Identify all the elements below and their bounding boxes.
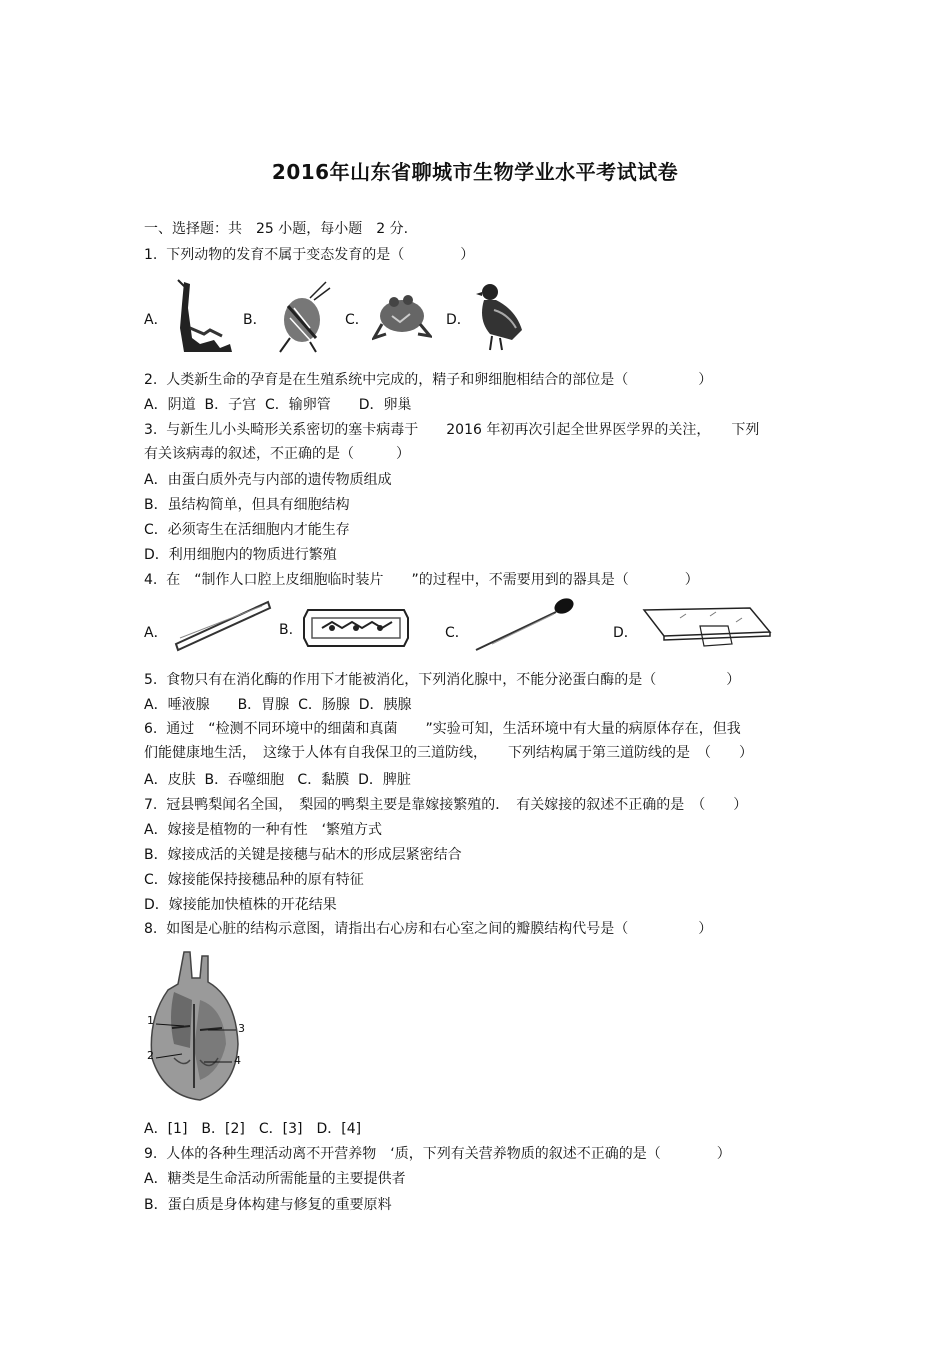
grasshopper-icon <box>270 278 334 354</box>
q6-options: A．皮肤 B．吞噬细胞 C．黏膜 D．脾脏 <box>144 772 411 788</box>
q1-option-a-label: A． <box>144 312 168 328</box>
q6-stem-line-2: 们能健康地生活， 这缘于人体有自我保卫的三道防线， 下列结构属于第三道防线的是 （ ） <box>144 745 753 761</box>
q8-stem: 8. 如图是心脏的结构示意图，请指出右心房和右心室之间的瓣膜结构代号是（ ） <box>144 921 713 937</box>
razor-blade-icon <box>302 604 410 652</box>
q4-option-b-label: B. <box>279 622 294 638</box>
q4-option-c-label: C． <box>445 625 469 641</box>
q9-option-a: A．糖类是生命活动所需能量的主要提供者 <box>144 1171 406 1187</box>
q9-option-b: B．蛋白质是身体构建与修复的重要原料 <box>144 1197 392 1213</box>
tweezers-icon <box>170 598 272 654</box>
q6-stem-line-1: 6. 通过 “检测不同环境中的细菌和真菌 ”实验可知，生活环境中有大量的病原体存在，但我 <box>144 721 741 737</box>
q4-stem: 4. 在 “制作人口腔上皮细胞临时装片 ”的过程中，不需要用到的器具是（ ） <box>144 572 699 588</box>
q3-option-c: C．必须寄生在活细胞内才能生存 <box>144 522 350 538</box>
heart-label-2: 2 <box>147 1049 154 1062</box>
locust-nymph-icon <box>170 278 236 356</box>
q2-options: A．阴道 B．子宫 C．输卵管 D．卵巢 <box>144 397 412 413</box>
q9-stem: 9. 人体的各种生理活动离不开营养物 ‘质，下列有关营养物质的叙述不正确的是（ ） <box>144 1146 731 1162</box>
q7-stem: 7. 冠县鸭梨闻名全国， 梨园的鸭梨主要是靠嫁接繁殖的． 有关嫁接的叙述不正确的是 （ ） <box>144 797 748 813</box>
q3-option-a: A．由蛋白质外壳与内部的遗传物质组成 <box>144 472 392 488</box>
heart-label-3: 3 <box>238 1022 245 1035</box>
q3-stem-line-1: 3. 与新生儿小头畸形关系密切的塞卡病毒于 2016 年初再次引起全世界医学界的关注， 下列 <box>144 422 760 438</box>
glass-slide-icon <box>640 604 772 650</box>
q3-stem-line-2: 有关该病毒的叙述，不正确的是（ ） <box>144 446 410 462</box>
q3-option-d: D．利用细胞内的物质进行繁殖 <box>144 547 337 563</box>
q1-stem: 1. 下列动物的发育不属于变态发育的是（ ） <box>144 247 475 263</box>
q1-option-b-label: B． <box>243 312 267 328</box>
q7-option-c: C．嫁接能保持接穗品种的原有特征 <box>144 872 364 888</box>
q8-options: A．[1] B．[2] C．[3] D．[4] <box>144 1121 362 1137</box>
q1-option-c-label: C． <box>345 312 369 328</box>
heart-label-4: 4 <box>234 1054 241 1067</box>
q1-option-d-label: D． <box>446 312 471 328</box>
frog-icon <box>372 286 432 344</box>
q3-option-b: B．虽结构简单，但具有细胞结构 <box>144 497 350 513</box>
q4-option-d-label: D． <box>613 625 638 641</box>
q5-stem: 5. 食物只有在消化酶的作用下才能被消化，下列消化腺中，不能分泌蛋白酶的是（ ） <box>144 672 741 688</box>
q7-option-b: B．嫁接成活的关键是接穗与砧木的形成层紧密结合 <box>144 847 462 863</box>
heart-diagram <box>144 948 248 1104</box>
q2-stem: 2. 人类新生命的孕育是在生殖系统中完成的，精子和卵细胞相结合的部位是（ ） <box>144 372 713 388</box>
q7-option-a: A．嫁接是植物的一种有性 ‘繁殖方式 <box>144 822 383 838</box>
pigeon-icon <box>472 280 524 354</box>
dropper-icon <box>472 596 576 654</box>
q7-option-d: D．嫁接能加快植株的开花结果 <box>144 897 337 913</box>
section-heading: 一、选择题：共 25 小题，每小题 2 分. <box>144 221 409 237</box>
q5-options: A．唾液腺 B．胃腺 C．肠腺 D．胰腺 <box>144 697 412 713</box>
q4-option-a-label: A． <box>144 625 168 641</box>
heart-label-1: 1 <box>147 1014 154 1027</box>
exam-title: 2016年山东省聊城市生物学业水平考试试卷 <box>271 160 679 184</box>
